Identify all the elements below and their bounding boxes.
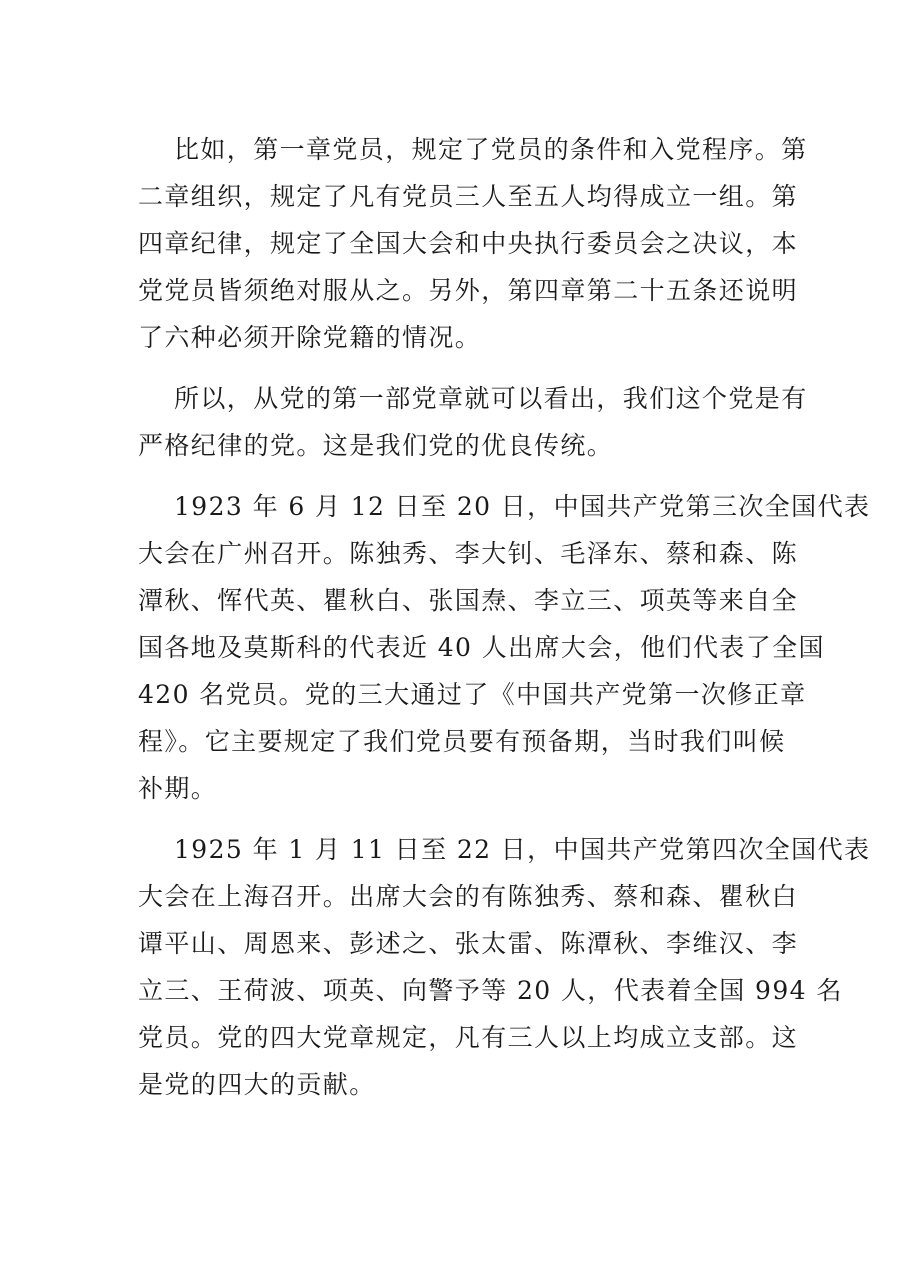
paragraph-line: 是党的四大的贡献。 — [138, 1070, 376, 1099]
paragraph-line: 程》。它主要规定了我们党员要有预备期，当时我们叫候 — [138, 727, 786, 756]
paragraph-line: 1923 年 6 月 12 日至 20 日，中国共产党第三次全国代表 — [174, 492, 871, 521]
paragraph-line: 四章纪律，规定了全国大会和中央执行委员会之决议，本 — [138, 229, 799, 258]
paragraph-line: 补期。 — [138, 774, 218, 803]
paragraph-1 — [138, 126, 808, 361]
paragraph-3 — [138, 483, 871, 812]
paragraph-line: 1925 年 1 月 11 日至 22 日，中国共产党第四次全国代表 — [174, 835, 871, 864]
document-body — [138, 126, 871, 1122]
paragraph-line: 所以，从党的第一部党章就可以看出，我们这个党是有 — [174, 384, 808, 413]
paragraph-line: 国各地及莫斯科的代表近 40 人出席大会，他们代表了全国 — [138, 633, 825, 662]
paragraph-line: 大会在广州召开。陈独秀、李大钊、毛泽东、蔡和森、陈 — [138, 539, 799, 568]
paragraph-4 — [138, 826, 871, 1108]
paragraph-line: 党党员皆须绝对服从之。另外，第四章第二十五条还说明 — [138, 276, 799, 305]
paragraph-line: 严格纪律的党。这是我们党的优良传统。 — [138, 431, 614, 460]
paragraph-line: 党员。党的四大党章规定，凡有三人以上均成立支部。这 — [138, 1023, 799, 1052]
paragraph-line: 了六种必须开除党籍的情况。 — [138, 323, 482, 352]
paragraph-line: 比如，第一章党员，规定了党员的条件和入党程序。第 — [174, 135, 808, 164]
paragraph-line: 潭秋、恽代英、瞿秋白、张国焘、李立三、项英等来自全 — [138, 586, 799, 615]
paragraph-line: 二章组织，规定了凡有党员三人至五人均得成立一组。第 — [138, 182, 799, 211]
paragraph-line: 420 名党员。党的三大通过了《中国共产党第一次修正章 — [138, 680, 807, 709]
paragraph-line: 谭平山、周恩来、彭述之、张太雷、陈潭秋、李维汉、李 — [138, 929, 799, 958]
paragraph-line: 大会在上海召开。出席大会的有陈独秀、蔡和森、瞿秋白 — [138, 882, 799, 911]
paragraph-line: 立三、王荷波、项英、向警予等 20 人，代表着全国 994 名 — [138, 976, 843, 1005]
paragraph-2 — [138, 375, 808, 469]
